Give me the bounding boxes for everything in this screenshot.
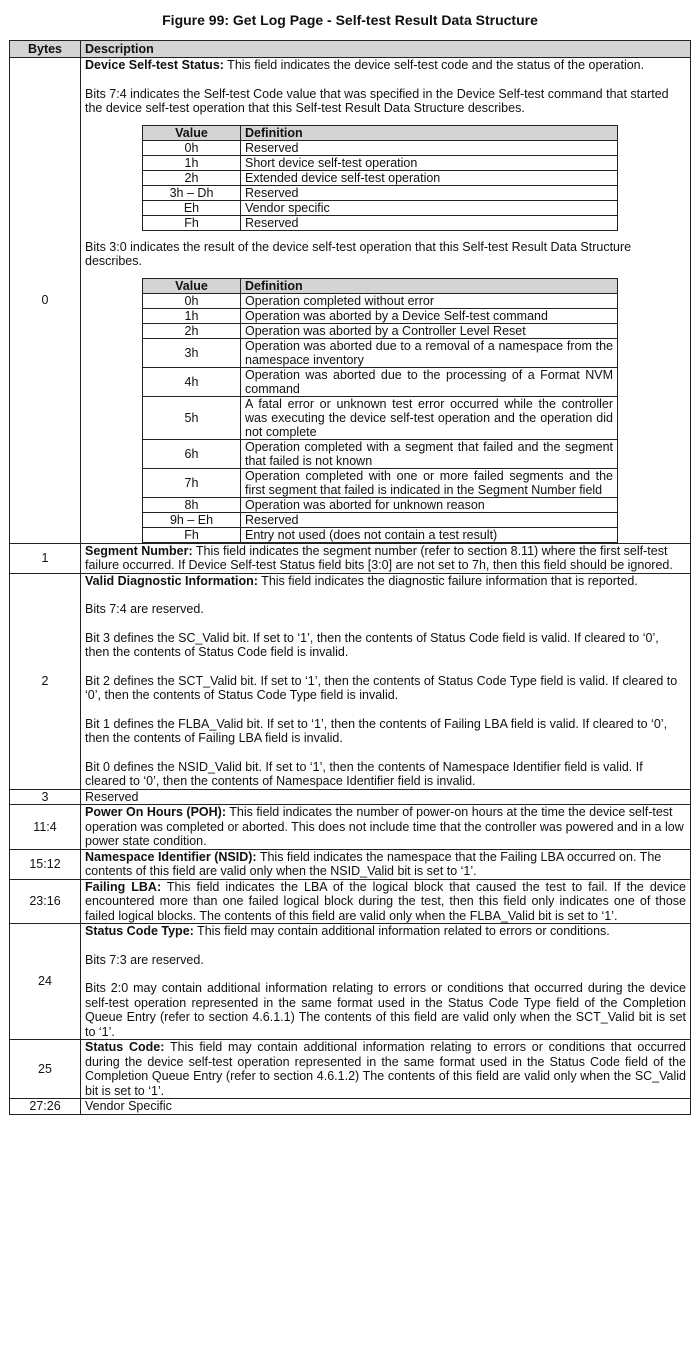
inner-row xyxy=(143,140,618,155)
inner-definition: Operation was aborted by a Controller Level Reset xyxy=(241,323,618,338)
inner-header-row xyxy=(143,125,618,140)
inner-definition: Operation was aborted by a Device Self-test command xyxy=(241,308,618,323)
inner-value: 3h – Dh xyxy=(143,185,241,200)
table-row xyxy=(10,849,691,879)
header-bytes: Bytes xyxy=(10,41,81,58)
byte-offset: 11:4 xyxy=(10,805,81,850)
field-name: Failing LBA: xyxy=(85,879,162,894)
inner-row xyxy=(143,497,618,512)
paragraph: Bit 0 defines the NSID_Valid bit. If set to ‘1’, then the contents of Namespace Identifier field is valid. If cleared to ‘0’, then the contents of Namespace Identifier field is invalid. xyxy=(85,759,643,788)
inner-definition: Operation was aborted for unknown reason xyxy=(241,497,618,512)
inner-definition: Entry not used (does not contain a test result) xyxy=(241,527,618,542)
field-name: Status Code: xyxy=(85,1040,165,1054)
description-cell xyxy=(81,58,691,544)
inner-value: 3h xyxy=(143,338,241,367)
inner-definition: A fatal error or unknown test error occurred while the controller was executing the device self-test operation and the operation did not complete xyxy=(241,396,618,439)
inner-value: 1h xyxy=(143,308,241,323)
inner-value: 7h xyxy=(143,468,241,497)
inner-value: 2h xyxy=(143,170,241,185)
inner-header-definition: Definition xyxy=(241,278,618,293)
figure-title: Figure 99: Get Log Page - Self-test Result Data Structure xyxy=(162,12,538,28)
inner-row xyxy=(143,396,618,439)
description-cell xyxy=(81,573,691,789)
inner-value: Fh xyxy=(143,215,241,230)
inner-value: 9h – Eh xyxy=(143,512,241,527)
byte-offset: 25 xyxy=(10,1040,81,1099)
inner-value: 8h xyxy=(143,497,241,512)
inner-definition: Extended device self-test operation xyxy=(241,170,618,185)
table-row xyxy=(10,573,691,789)
field-text: This field indicates the namespace that the Failing LBA occurred on. The contents of this field are valid only when the NSID_Valid bit is set to ‘1’. xyxy=(85,849,662,878)
inner-value: 1h xyxy=(143,155,241,170)
inner-value: 0h xyxy=(143,140,241,155)
inner-row xyxy=(143,293,618,308)
inner-row xyxy=(143,338,618,367)
description-cell xyxy=(81,805,691,850)
field-text: This field indicates the segment number (refer to section 8.11) where the first self-test failure occurred. If Device Self-test Status field bits [3:0] are not set to 7h, then this field should be ignored. xyxy=(85,543,673,572)
inner-row xyxy=(143,155,618,170)
field-text: This field indicates the number of power-on hours at the time the device self-test operation was completed or aborted. This does not include time that the controller was powered and in a low power state condition. xyxy=(85,805,684,848)
inner-row xyxy=(143,439,618,468)
byte-offset: 27:26 xyxy=(10,1099,81,1115)
field-text: This field indicates the LBA of the logical block that caused the test to fail. If the device encountered more than one failed logical block during the test, then this field only indicates one of those failed logical blocks. The contents of this field are valid only when the FLBA_Valid bit is set to ‘1’. xyxy=(85,879,686,923)
inner-definition: Short device self-test operation xyxy=(241,155,618,170)
field-text: This field indicates the device self-test code and the status of the operation. xyxy=(223,58,645,72)
byte-offset: 0 xyxy=(10,58,81,544)
description-cell: Reserved xyxy=(81,789,691,805)
table-row xyxy=(10,1099,691,1115)
inner-row xyxy=(143,170,618,185)
inner-value: Eh xyxy=(143,200,241,215)
byte-offset: 15:12 xyxy=(10,849,81,879)
paragraph: Bits 7:3 are reserved. xyxy=(85,952,204,967)
paragraph: Bit 1 defines the FLBA_Valid bit. If set to ‘1’, then the contents of Failing LBA field is valid. If cleared to ‘0’, then the contents of Failing LBA field is invalid. xyxy=(85,716,668,745)
paragraph: Bits 2:0 may contain additional information relating to errors or conditions that occurred during the device self-test operation represented in the same format used in the Status Code Type field of the Completion Queue Entry (refer to section 4.6.1.1) The contents of this field are valid only when the SCT_Valid bit is set to ‘1’. xyxy=(85,981,686,1039)
self-test-code-table xyxy=(142,125,618,231)
field-name: Status Code Type: xyxy=(85,924,194,938)
bits-3-0-text: Bits 3:0 indicates the result of the device self-test operation that this Self-test Result Data Structure describes. xyxy=(85,239,632,268)
field-name: Segment Number: xyxy=(85,543,193,558)
paragraph: Bit 3 defines the SC_Valid bit. If set to ‘1’, then the contents of Status Code field is valid. If cleared to ‘0’, then the contents of Status Code field is invalid. xyxy=(85,630,659,659)
description-cell xyxy=(81,849,691,879)
inner-value: 5h xyxy=(143,396,241,439)
inner-definition: Operation was aborted due to a removal of a namespace from the namespace inventory xyxy=(241,338,618,367)
byte-offset: 2 xyxy=(10,573,81,789)
description-cell: Vendor Specific xyxy=(81,1099,691,1115)
inner-header-row xyxy=(143,278,618,293)
inner-value: 2h xyxy=(143,323,241,338)
field-name: Namespace Identifier (NSID): xyxy=(85,849,257,864)
inner-definition: Operation was aborted due to the processing of a Format NVM command xyxy=(241,367,618,396)
table-row xyxy=(10,805,691,850)
byte-offset: 1 xyxy=(10,543,81,573)
inner-row xyxy=(143,323,618,338)
inner-value: 0h xyxy=(143,293,241,308)
inner-definition: Operation completed without error xyxy=(241,293,618,308)
description-cell xyxy=(81,924,691,1040)
description-cell xyxy=(81,1040,691,1099)
inner-definition: Operation completed with a segment that failed and the segment that failed is not known xyxy=(241,439,618,468)
inner-header-value: Value xyxy=(143,278,241,293)
byte-offset: 23:16 xyxy=(10,879,81,924)
inner-definition: Reserved xyxy=(241,215,618,230)
byte-offset: 24 xyxy=(10,924,81,1040)
inner-row xyxy=(143,512,618,527)
inner-row xyxy=(143,367,618,396)
inner-row xyxy=(143,200,618,215)
field-text: This field may contain additional information relating to errors or conditions that occurred during the device self-test operation represented in the same format used in the Status Code field of the Completion Queue Entry (refer to section 4.6.1.2) The contents of this field are valid only when the SC_Valid bit is set to ‘1’. xyxy=(85,1040,686,1098)
description-cell xyxy=(81,879,691,924)
description-cell xyxy=(81,543,691,573)
inner-row xyxy=(143,215,618,230)
inner-row xyxy=(143,468,618,497)
paragraph: Bits 7:4 are reserved. xyxy=(85,602,204,616)
inner-definition: Operation completed with one or more failed segments and the first segment that failed is indicated in the Segment Number field xyxy=(241,468,618,497)
field-name: Device Self-test Status: xyxy=(85,58,224,72)
paragraph: Bit 2 defines the SCT_Valid bit. If set to ‘1’, then the contents of Status Code Type field is valid. If cleared to ‘0’, then the contents of Status Code Type field is invalid. xyxy=(85,673,678,702)
table-row xyxy=(10,924,691,1040)
inner-row xyxy=(143,308,618,323)
byte-offset: 3 xyxy=(10,789,81,805)
field-text: This field indicates the diagnostic failure information that is reported. xyxy=(257,573,638,588)
inner-definition: Vendor specific xyxy=(241,200,618,215)
inner-row xyxy=(143,185,618,200)
table-row xyxy=(10,879,691,924)
inner-header-definition: Definition xyxy=(241,125,618,140)
bits-7-4-text: Bits 7:4 indicates the Self-test Code value that was specified in the Device Self-test command that started the device self-test operation that this Self-test Result Data Structure describes. xyxy=(85,86,669,115)
inner-value: 4h xyxy=(143,367,241,396)
inner-value: 6h xyxy=(143,439,241,468)
inner-definition: Reserved xyxy=(241,185,618,200)
table-header-row xyxy=(10,41,691,58)
inner-definition: Reserved xyxy=(241,140,618,155)
inner-value: Fh xyxy=(143,527,241,542)
self-test-result-code-table xyxy=(142,278,618,543)
table-row xyxy=(10,58,691,544)
table-row xyxy=(10,543,691,573)
table-row xyxy=(10,1040,691,1099)
inner-definition: Reserved xyxy=(241,512,618,527)
inner-row xyxy=(143,527,618,542)
inner-header-value: Value xyxy=(143,125,241,140)
field-text: This field may contain additional information related to errors or conditions. xyxy=(193,924,610,938)
field-name: Valid Diagnostic Information: xyxy=(85,573,258,588)
self-test-result-table xyxy=(9,40,691,1115)
field-name: Power On Hours (POH): xyxy=(85,805,226,819)
header-description: Description xyxy=(81,41,691,58)
table-row xyxy=(10,789,691,805)
